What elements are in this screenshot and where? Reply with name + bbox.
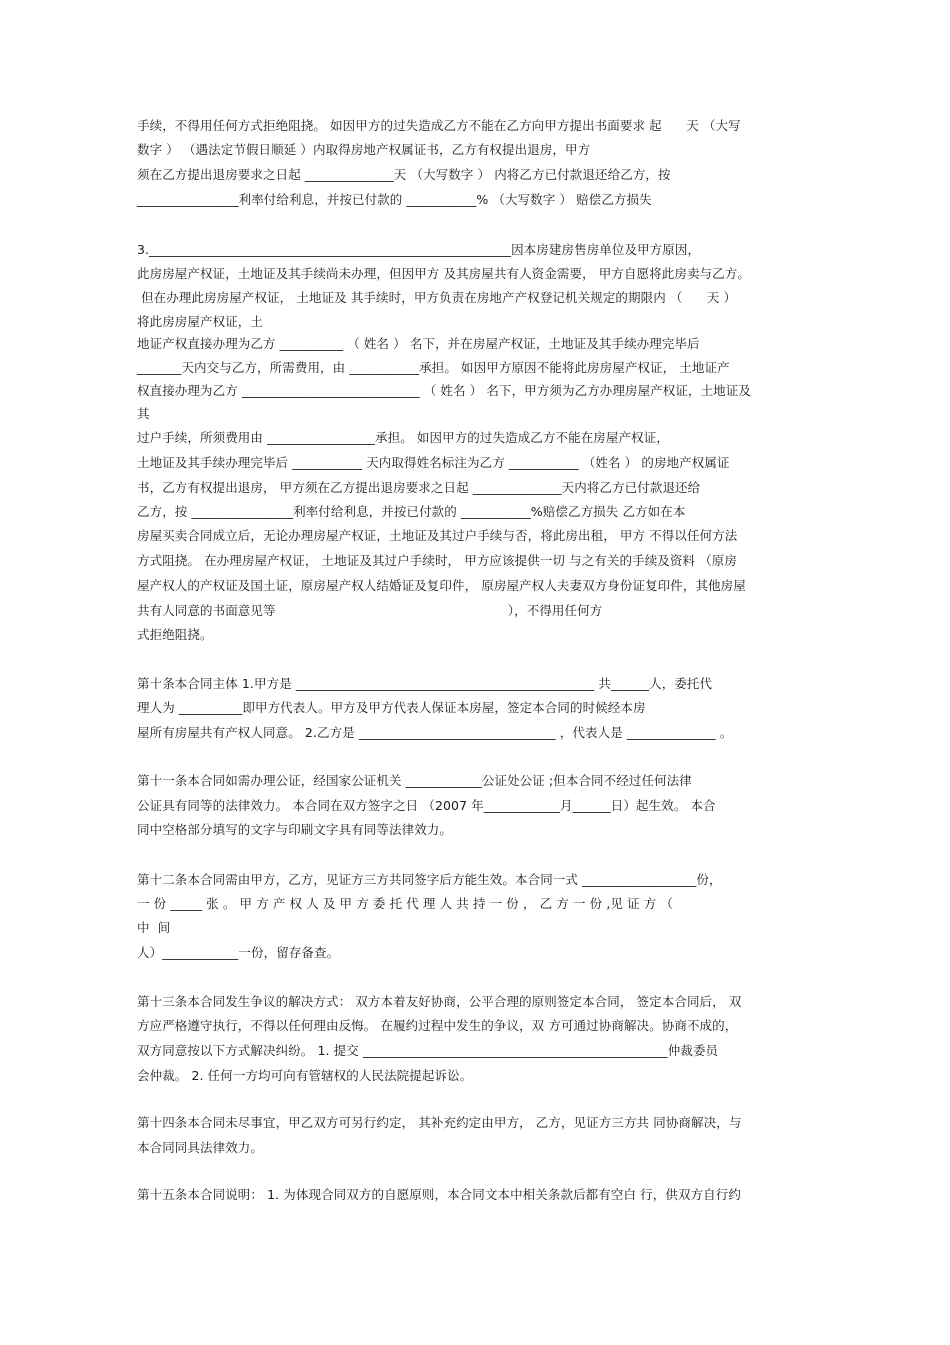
text-line: 地证产权直接办理为乙方 __________ （ 姓名 ） 名下，并在房屋产权证，土地证及其手续办理完毕后 bbox=[137, 336, 700, 351]
text-line: 书，乙方有权提出退房， 甲方须在乙方提出退房要求之日起 ______________天内将乙方已付款退还给 bbox=[137, 480, 701, 495]
text-line: 屋所有房屋共有产权人同意。 2.乙方是 _______________________________ ，代表人是 ______________ 。 bbox=[137, 725, 733, 740]
text-line: 人）____________一份，留存备查。 bbox=[137, 945, 340, 960]
text-line: 第十五条本合同说明： 1. 为体现合同双方的自愿原则，本合同文本中相关条款后都有空白 行，供双方自行约 bbox=[137, 1187, 741, 1202]
text-line: 第十四条本合同未尽事宜，甲乙双方可另行约定， 其补充约定由甲方， 乙方，见证方三方共 同协商解决，与 bbox=[137, 1115, 742, 1130]
text-line: 第十一条本合同如需办理公证，经国家公证机关 ____________公证处公证 ;但本合同不经过任何法律 bbox=[137, 773, 692, 788]
text-line: 中 间 bbox=[137, 920, 171, 935]
text-line: 方式阻挠。 在办理房屋产权证， 土地证及其过户手续时， 甲方应该提供一切 与之有关的手续及资料 （原房 bbox=[137, 553, 737, 568]
text-line: 公证具有同等的法律效力。 本合同在双方签字之日 （2007 年____________月______日）起生效。 本合 bbox=[137, 798, 716, 813]
text-line: _______天内交与乙方，所需费用，由 ___________承担。 如因甲方原因不能将此房房屋产权证， 土地证产 bbox=[137, 360, 730, 375]
text-line: 但在办理此房房屋产权证， 土地证及 其手续时，甲方负责在房地产产权登记机关规定的期限内 （ 天 ） bbox=[137, 290, 737, 305]
text-line: 第十二条本合同需由甲方，乙方，见证方三方共同签字后方能生效。本合同一式 __________________份， bbox=[137, 872, 722, 887]
text-line: 手续，不得用任何方式拒绝阻挠。 如因甲方的过失造成乙方不能在乙方向甲方提出书面要求 起 天 （大写 bbox=[137, 118, 741, 133]
text-line: 方应严格遵守执行，不得以任何理由反悔。 在履约过程中发生的争议，双 方可通过协商解决。协商不成的， bbox=[137, 1018, 738, 1033]
text-line: 权直接办理为乙方 ____________________________ （ 姓名 ） 名下，甲方须为乙方办理房屋产权证，土地证及 bbox=[137, 383, 751, 398]
text-line: 其 bbox=[137, 406, 150, 421]
text-line: 屋产权人的产权证及国土证，原房屋产权人结婚证及复印件， 原房屋产权人夫妻双方身份证复印件，其他房屋 bbox=[137, 578, 746, 593]
text-line: 土地证及其手续办理完毕后 ___________ 天内取得姓名标注为乙方 ___________ （姓名 ） 的房地产权属证 bbox=[137, 455, 730, 470]
text-line: 双方同意按以下方式解决纠纷。 1. 提交 ________________________________________________仲裁委员 bbox=[137, 1043, 719, 1058]
text-line: 3._________________________________________________________因本房建房售房单位及甲方原因， bbox=[137, 242, 701, 257]
text-line: 第十三条本合同发生争议的解决方式： 双方本着友好协商，公平合理的原则签定本合同， 签定本合同后， 双 bbox=[137, 994, 742, 1009]
text-line: 第十条本合同主体 1.甲方是 _______________________________________________ 共______人，委托代 bbox=[137, 676, 713, 691]
text-line: 房屋买卖合同成立后，无论办理房屋产权证，土地证及其过户手续与否，将此房出租， 甲方 不得以任何方法 bbox=[137, 528, 738, 543]
text-line: 共有人同意的书面意见等 ），不得用任何方 bbox=[137, 603, 603, 618]
text-line: 式拒绝阻挠。 bbox=[137, 627, 213, 642]
text-line: 本合同同具法律效力。 bbox=[137, 1140, 264, 1155]
text-line: 过户手续，所须费用由 _________________承担。 如因甲方的过失造成乙方不能在房屋产权证， bbox=[137, 430, 669, 445]
text-line: 数字 ） （遇法定节假日顺延 ）内取得房地产权属证书，乙方有权提出退房，甲方 bbox=[137, 142, 591, 157]
text-line: 此房房屋产权证，土地证及其手续尚未办理，但因甲方 及其房屋共有人资金需要， 甲方自愿将此房卖与乙方。 bbox=[137, 266, 750, 281]
text-line: 理人为 __________即甲方代表人。甲方及甲方代表人保证本房屋，签定本合同的时候经本房 bbox=[137, 700, 646, 715]
text-line: 会仲裁。 2. 任何一方均可向有管辖权的人民法院提起诉讼。 bbox=[137, 1068, 473, 1083]
text-line: ________________利率付给利息，并按已付款的 ___________% （大写数字 ） 赔偿乙方损失 bbox=[137, 192, 652, 207]
text-line: 同中空格部分填写的文字与印刷文字具有同等法律效力。 bbox=[137, 822, 453, 837]
text-line: 须在乙方提出退房要求之日起 ______________天 （大写数字 ） 内将乙方已付款退还给乙方，按 bbox=[137, 167, 671, 182]
text-line: 将此房房屋产权证，土 bbox=[137, 314, 264, 329]
text-line: 一 份 _____ 张 。 甲 方 产 权 人 及 甲 方 委 托 代 理 人 共 持 一 份 ， 乙 方 一 份 ,见 证 方 （ bbox=[137, 896, 674, 911]
text-line: 乙方，按 ________________利率付给利息，并按已付款的 ___________%赔偿乙方损失 乙方如在本 bbox=[137, 504, 686, 519]
